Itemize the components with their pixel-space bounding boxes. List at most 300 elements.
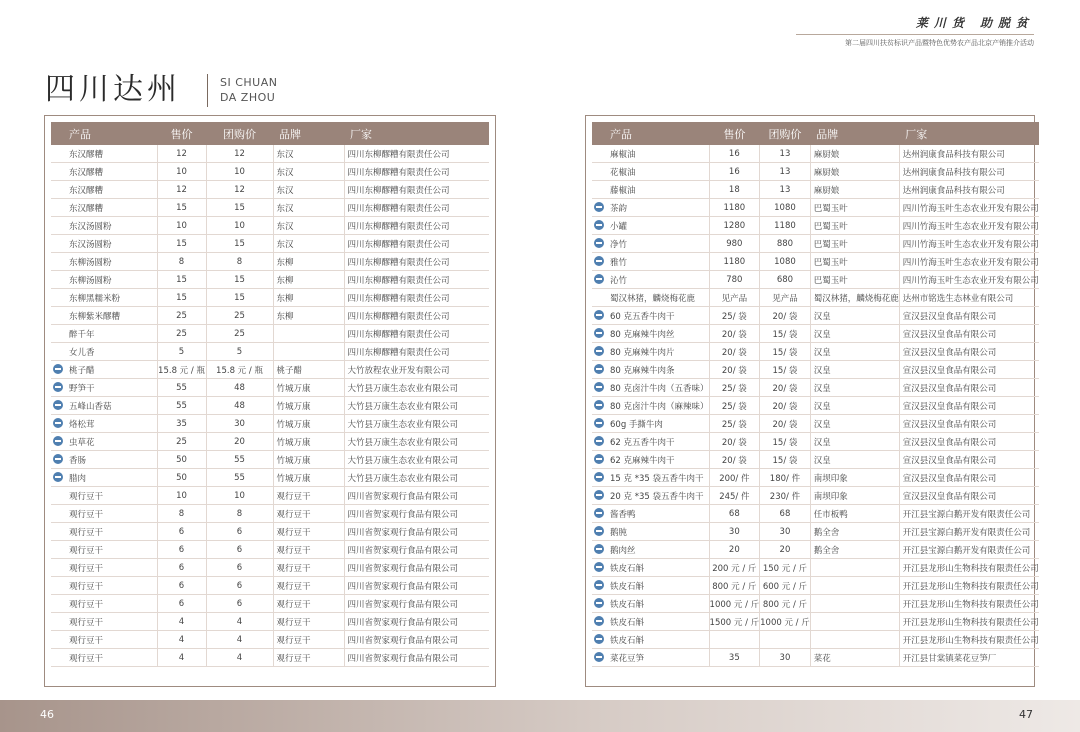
product-cell	[592, 181, 709, 199]
table-row	[51, 379, 489, 397]
product-cell-text: 女儿香	[69, 347, 95, 358]
group-price-cell-text: 15	[234, 202, 245, 213]
group-price-cell-text: 6	[236, 526, 243, 537]
company-cell	[344, 163, 489, 181]
region-title-en-line2: DA ZHOU	[220, 91, 276, 104]
group-price-cell-text: 15/ 袋	[772, 455, 798, 466]
group-price-cell-text: 20/ 袋	[772, 311, 798, 322]
group-price-cell	[760, 595, 811, 613]
group-price-cell-text: 48	[234, 382, 245, 393]
company-cell-text: 达州润康食品科技有限公司	[902, 167, 1005, 178]
price-cell-text: 15	[176, 202, 187, 213]
product-cell-text: 80 克麻辣牛肉片	[610, 347, 675, 358]
company-cell-text: 四川东柳醪糟有限责任公司	[347, 149, 450, 160]
price-cell-text: 6	[178, 526, 185, 537]
table-row	[51, 541, 489, 559]
table-row	[51, 613, 489, 631]
product-cell-text: 东柳黑糯米粉	[69, 293, 121, 304]
group-price-cell	[206, 379, 273, 397]
product-cell	[592, 487, 709, 505]
brand-cell	[810, 199, 899, 217]
company-cell	[344, 379, 489, 397]
product-cell	[51, 541, 157, 559]
company-cell-text: 四川东柳醪糟有限责任公司	[347, 311, 450, 322]
group-price-cell	[206, 595, 273, 613]
product-cell	[592, 649, 709, 667]
product-cell	[592, 361, 709, 379]
header-rule	[796, 34, 1034, 35]
table-row	[592, 253, 1039, 271]
company-cell-text: 四川东柳醪糟有限责任公司	[347, 239, 450, 250]
brand-cell	[810, 595, 899, 613]
table-row	[592, 595, 1039, 613]
company-cell-text: 开江县龙形山生物科技有限责任公司	[902, 563, 1039, 574]
price-cell	[709, 505, 760, 523]
table-row	[592, 613, 1039, 631]
company-cell	[899, 181, 1039, 199]
price-cell	[709, 361, 760, 379]
table-row	[592, 487, 1039, 505]
price-cell-text: 10	[176, 220, 187, 231]
product-cell-text: 野笋干	[69, 383, 95, 394]
group-price-cell	[206, 271, 273, 289]
group-price-cell-text: 15	[234, 292, 245, 303]
price-cell-text: 6	[178, 544, 185, 555]
group-price-cell-text: 8	[236, 256, 243, 267]
brand-cell-text: 观行豆干	[276, 617, 311, 628]
brand-cell-text: 竹城万康	[276, 455, 311, 466]
group-price-cell-text: 5	[236, 346, 243, 357]
price-cell	[709, 469, 760, 487]
company-cell-text: 大竹放程农业开发有限公司	[347, 365, 450, 376]
product-cell	[592, 307, 709, 325]
poverty-alleviation-mark-icon	[594, 328, 604, 338]
price-cell	[709, 289, 760, 307]
group-price-cell-text: 6	[236, 580, 243, 591]
group-price-cell-text: 15/ 袋	[772, 365, 798, 376]
poverty-alleviation-mark-icon	[594, 436, 604, 446]
product-cell	[592, 415, 709, 433]
brand-cell	[810, 181, 899, 199]
product-cell-text: 80 克卤汁牛肉（五香味）	[610, 383, 709, 394]
brand-cell	[810, 541, 899, 559]
brand-cell	[273, 577, 344, 595]
company-cell-text: 达州润康食品科技有限公司	[902, 185, 1005, 196]
price-cell-text: 6	[178, 598, 185, 609]
company-cell	[899, 613, 1039, 631]
company-cell-text: 开江县龙形山生物科技有限责任公司	[902, 617, 1039, 628]
company-cell	[344, 235, 489, 253]
company-cell-text: 四川东柳醪糟有限责任公司	[347, 203, 450, 214]
col-price: 售价	[709, 122, 760, 145]
group-price-cell	[206, 415, 273, 433]
product-cell-text: 东汉醪糟	[69, 149, 104, 160]
product-cell-text: 酱香鸭	[610, 509, 636, 520]
company-cell	[899, 163, 1039, 181]
table-header-row	[51, 122, 489, 145]
company-cell-text: 宣汉县汉皇食品有限公司	[902, 347, 997, 358]
brand-cell-text: 桃子醋	[276, 365, 303, 376]
product-cell-text: 铁皮石斛	[610, 599, 645, 610]
region-title-en	[220, 75, 277, 105]
poverty-alleviation-mark-icon	[594, 310, 604, 320]
price-cell-text: 4	[178, 616, 185, 627]
price-cell-text: 780	[726, 274, 743, 285]
price-cell-text: 245/ 件	[719, 491, 750, 502]
company-cell	[899, 649, 1039, 667]
product-cell-text: 桃子醋	[69, 365, 95, 376]
group-price-cell-text: 8	[236, 508, 243, 519]
brand-cell	[810, 613, 899, 631]
brand-cell-text: 汉皇	[813, 383, 831, 394]
group-price-cell-text: 1080	[774, 202, 796, 213]
company-cell	[899, 325, 1039, 343]
poverty-alleviation-mark-icon	[53, 454, 63, 464]
product-cell	[592, 379, 709, 397]
product-cell-text: 60 克五香牛肉干	[610, 311, 675, 322]
brand-cell	[810, 361, 899, 379]
table-row	[592, 181, 1039, 199]
price-cell	[709, 577, 760, 595]
group-price-cell-text: 1180	[774, 220, 796, 231]
table-row	[51, 253, 489, 271]
product-cell-text: 62 克五香牛肉干	[610, 437, 675, 448]
brand-cell-text: 汉皇	[813, 437, 831, 448]
company-cell	[899, 541, 1039, 559]
group-price-cell-text: 48	[234, 400, 245, 411]
company-cell	[344, 289, 489, 307]
price-cell-text: 16	[728, 166, 740, 177]
company-cell-text: 宣汉县汉皇食品有限公司	[902, 383, 997, 394]
table-row	[51, 523, 489, 541]
brand-cell-text: 汉皇	[813, 401, 831, 412]
product-cell	[51, 379, 157, 397]
price-cell-text: 800 元 / 斤	[712, 581, 757, 592]
price-cell-text: 20/ 袋	[721, 437, 747, 448]
product-cell	[592, 577, 709, 595]
price-cell	[157, 145, 206, 163]
table-row	[51, 199, 489, 217]
product-cell-text: 铁皮石斛	[610, 617, 645, 628]
group-price-cell-text: 230/ 件	[769, 491, 801, 502]
group-price-cell-text: 6	[236, 562, 243, 573]
table-row	[51, 235, 489, 253]
group-price-cell-text: 6	[236, 598, 243, 609]
product-cell	[51, 325, 157, 343]
brand-cell-text: 南坝印象	[813, 491, 848, 502]
poverty-alleviation-mark-icon	[594, 220, 604, 230]
company-cell-text: 四川省贺家观行食品有限公司	[347, 599, 459, 610]
brand-cell	[273, 181, 344, 199]
group-price-cell-text: 见产品	[772, 293, 798, 304]
brand-cell	[273, 361, 344, 379]
price-cell-text: 980	[726, 238, 743, 249]
product-cell-text: 观行豆干	[69, 527, 104, 538]
group-price-cell	[760, 577, 811, 595]
group-price-cell-text: 20/ 袋	[772, 419, 798, 430]
table-row	[592, 505, 1039, 523]
product-cell	[592, 163, 709, 181]
product-cell-text: 东柳汤圆粉	[69, 275, 112, 286]
price-cell	[709, 253, 760, 271]
brand-cell-text: 观行豆干	[276, 527, 311, 538]
product-cell	[592, 217, 709, 235]
product-cell-text: 观行豆干	[69, 635, 104, 646]
table-row	[592, 523, 1039, 541]
price-cell	[157, 235, 206, 253]
price-cell-text: 20/ 袋	[721, 329, 747, 340]
product-cell-text: 东汉醪糟	[69, 203, 104, 214]
price-cell	[709, 487, 760, 505]
brand-cell	[273, 415, 344, 433]
company-cell	[344, 595, 489, 613]
group-price-cell-text: 15/ 袋	[772, 329, 798, 340]
poverty-alleviation-mark-icon	[594, 562, 604, 572]
product-cell	[592, 631, 709, 649]
price-cell	[709, 181, 760, 199]
brand-cell-text: 竹城万康	[276, 437, 311, 448]
brand-cell-text: 东柳	[276, 311, 294, 322]
table-row	[51, 181, 489, 199]
company-cell-text: 四川省贺家观行食品有限公司	[347, 653, 459, 664]
company-cell	[344, 541, 489, 559]
group-price-cell-text: 68	[779, 508, 791, 519]
region-title-en-line1: SI CHUAN	[220, 76, 278, 89]
product-cell-text: 东柳汤圆粉	[69, 257, 112, 268]
group-price-cell-text: 15	[234, 274, 245, 285]
company-cell	[344, 577, 489, 595]
brand-cell	[273, 271, 344, 289]
group-price-cell	[206, 307, 273, 325]
brand-cell	[273, 451, 344, 469]
price-cell	[157, 559, 206, 577]
company-cell	[344, 613, 489, 631]
price-cell	[157, 307, 206, 325]
group-price-cell-text: 10	[234, 490, 245, 501]
brand-cell-text: 南坝印象	[813, 473, 848, 484]
poverty-alleviation-mark-icon	[594, 202, 604, 212]
group-price-cell	[206, 217, 273, 235]
company-cell-text: 大竹县万康生态农业有限公司	[347, 401, 459, 412]
table-row	[51, 307, 489, 325]
table-row	[592, 199, 1039, 217]
company-cell-text: 四川东柳醪糟有限责任公司	[347, 347, 450, 358]
product-cell	[592, 271, 709, 289]
brand-cell-text: 菜花	[813, 653, 831, 664]
group-price-cell-text: 680	[776, 274, 794, 285]
brand-cell-text: 竹城万康	[276, 419, 311, 430]
price-cell-text: 1500 元 / 斤	[709, 617, 760, 628]
company-cell	[899, 505, 1039, 523]
group-price-cell	[760, 307, 811, 325]
brand-cell	[273, 307, 344, 325]
product-cell-text: 东汉汤圆粉	[69, 239, 112, 250]
brand-cell	[810, 631, 899, 649]
price-cell	[709, 649, 760, 667]
company-cell	[344, 271, 489, 289]
product-cell	[592, 613, 709, 631]
group-price-cell-text: 150 元 / 斤	[762, 563, 808, 574]
poverty-alleviation-mark-icon	[594, 274, 604, 284]
product-cell	[592, 199, 709, 217]
product-cell-text: 观行豆干	[69, 563, 104, 574]
company-cell	[899, 199, 1039, 217]
group-price-cell-text: 13	[779, 184, 791, 195]
group-price-cell	[206, 559, 273, 577]
group-price-cell-text: 55	[234, 472, 245, 483]
brand-cell	[273, 433, 344, 451]
table-row	[51, 469, 489, 487]
group-price-cell-text: 4	[236, 652, 243, 663]
product-cell	[51, 523, 157, 541]
product-cell-text: 菜花豆笋	[610, 653, 645, 664]
poverty-alleviation-mark-icon	[53, 418, 63, 428]
col-price: 售价	[157, 122, 206, 145]
brand-cell-text: 巴蜀玉叶	[813, 203, 848, 214]
table-row	[51, 577, 489, 595]
company-cell	[899, 271, 1039, 289]
brand-cell-text: 东柳	[276, 257, 294, 268]
price-cell	[157, 649, 206, 667]
table-row	[51, 289, 489, 307]
brand-cell-text: 汉皇	[813, 419, 831, 430]
table-row	[592, 649, 1039, 667]
brand-cell	[273, 469, 344, 487]
group-price-cell-text: 10	[234, 220, 245, 231]
price-cell-text: 5	[178, 346, 185, 357]
product-cell	[51, 559, 157, 577]
product-cell	[592, 595, 709, 613]
price-cell	[157, 469, 206, 487]
company-cell-text: 四川东柳醪糟有限责任公司	[347, 275, 450, 286]
price-cell-text: 8	[178, 508, 185, 519]
product-cell-text: 麻椒油	[610, 149, 636, 160]
region-title-cn: 四川达州	[45, 72, 181, 107]
brand-cell	[810, 253, 899, 271]
group-price-cell	[760, 613, 811, 631]
price-cell	[157, 595, 206, 613]
price-cell-text: 55	[176, 400, 187, 411]
group-price-cell	[206, 577, 273, 595]
brand-cell	[810, 469, 899, 487]
product-cell-text: 观行豆干	[69, 491, 104, 502]
table-row	[51, 145, 489, 163]
col-product: 产品	[592, 122, 709, 145]
product-cell-text: 东柳紫米醪糟	[69, 311, 121, 322]
brand-cell-text: 东汉	[276, 185, 294, 196]
company-cell-text: 宣汉县汉皇食品有限公司	[902, 473, 997, 484]
product-cell-text: 铁皮石斛	[610, 563, 645, 574]
product-cell	[592, 289, 709, 307]
group-price-cell	[206, 199, 273, 217]
product-cell-text: 60g 手撕牛肉	[610, 419, 663, 430]
group-price-cell-text: 15.8 元 / 瓶	[216, 365, 263, 376]
group-price-cell	[760, 433, 811, 451]
company-cell	[344, 487, 489, 505]
group-price-cell-text: 30	[779, 652, 791, 663]
product-cell-text: 观行豆干	[69, 545, 104, 556]
company-cell-text: 四川竹海玉叶生态农业开发有限公司	[902, 203, 1039, 214]
product-cell-text: 小罐	[610, 221, 628, 232]
group-price-cell	[760, 559, 811, 577]
brand-cell-text: 观行豆干	[276, 491, 311, 502]
col-brand: 品牌	[273, 122, 344, 145]
brand-cell-text: 竹城万康	[276, 473, 311, 484]
product-cell	[51, 289, 157, 307]
product-cell	[592, 559, 709, 577]
group-price-cell	[760, 343, 811, 361]
group-price-cell	[760, 163, 811, 181]
group-price-cell	[206, 613, 273, 631]
price-cell-text: 18	[728, 184, 740, 195]
table-row	[592, 271, 1039, 289]
brand-cell	[810, 415, 899, 433]
poverty-alleviation-mark-icon	[594, 418, 604, 428]
group-price-cell-text: 880	[776, 238, 794, 249]
company-cell-text: 四川省贺家观行食品有限公司	[347, 635, 459, 646]
company-cell-text: 四川竹海玉叶生态农业开发有限公司	[902, 239, 1039, 250]
group-price-cell	[760, 631, 811, 649]
product-cell	[51, 253, 157, 271]
company-cell	[899, 343, 1039, 361]
price-cell-text: 见产品	[721, 293, 748, 304]
brand-cell	[810, 487, 899, 505]
product-cell	[592, 541, 709, 559]
company-cell-text: 四川东柳醪糟有限责任公司	[347, 293, 450, 304]
product-cell-text: 虫草花	[69, 437, 95, 448]
group-price-cell-text: 20/ 袋	[772, 383, 798, 394]
company-cell-text: 大竹县万康生态农业有限公司	[347, 473, 459, 484]
group-price-cell	[760, 469, 811, 487]
company-cell	[344, 523, 489, 541]
brand-cell	[273, 163, 344, 181]
table-row	[592, 307, 1039, 325]
group-price-cell	[206, 469, 273, 487]
product-cell	[51, 631, 157, 649]
brand-cell-text: 麻厨娘	[813, 167, 840, 178]
company-cell	[344, 433, 489, 451]
group-price-cell-text: 600 元 / 斤	[762, 581, 808, 592]
table-row	[51, 325, 489, 343]
company-cell-text: 宣汉县汉皇食品有限公司	[902, 329, 997, 340]
col-group-price: 团购价	[760, 122, 811, 145]
group-price-cell-text: 13	[779, 148, 791, 159]
price-cell-text: 1280	[723, 220, 746, 231]
price-cell	[709, 451, 760, 469]
price-cell	[157, 433, 206, 451]
company-cell-text: 开江县宝源白鹅开发有限责任公司	[902, 545, 1031, 556]
group-price-cell-text: 4	[236, 634, 243, 645]
company-cell-text: 宣汉县汉皇食品有限公司	[902, 455, 997, 466]
price-cell	[709, 631, 760, 649]
brand-cell	[273, 649, 344, 667]
price-cell-text: 200 元 / 斤	[712, 563, 757, 574]
group-price-cell	[206, 487, 273, 505]
group-price-cell-text: 25	[234, 310, 245, 321]
product-cell-text: 净竹	[610, 239, 628, 250]
price-cell	[157, 397, 206, 415]
brand-cell-text: 观行豆干	[276, 635, 311, 646]
company-cell	[344, 397, 489, 415]
brand-cell	[810, 559, 899, 577]
price-cell	[157, 163, 206, 181]
product-cell	[51, 181, 157, 199]
table-row	[51, 361, 489, 379]
company-cell-text: 开江县龙形山生物科技有限责任公司	[902, 581, 1039, 592]
product-cell-text: 烙松茸	[69, 419, 95, 430]
brand-cell-text: 东汉	[276, 239, 294, 250]
brand-cell-text: 巴蜀玉叶	[813, 257, 848, 268]
